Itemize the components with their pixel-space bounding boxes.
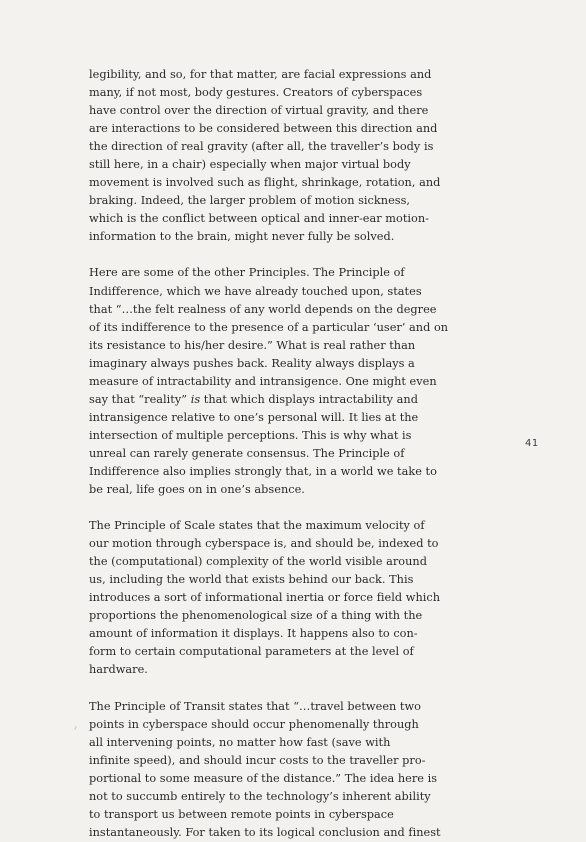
text-line: Indifference also implies strongly that, in a world we take to xyxy=(89,464,437,478)
text-line: portional to some measure of the distance.” The idea here is xyxy=(89,771,438,785)
paragraph-transit xyxy=(89,698,471,842)
text-line: be real, life goes on in one’s absence. xyxy=(89,483,305,497)
text-line-with-emphasis xyxy=(89,391,471,409)
page-number: 41 xyxy=(525,438,539,449)
text-line: infinite speed), and should incur costs to the traveller pro- xyxy=(89,753,426,767)
text-line: the direction of real gravity (after all, the traveller’s body is xyxy=(89,140,434,154)
text-line: points in cyberspace should occur phenomenally through xyxy=(89,717,419,731)
text-line: intransigence relative to one’s personal will. It lies at the xyxy=(89,410,419,424)
text-line: have control over the direction of virtual gravity, and there xyxy=(89,104,429,118)
text-line: to transport us between remote points in cyberspace xyxy=(89,807,394,821)
text-line: hardware. xyxy=(89,663,148,677)
text-segment: say that “reality” xyxy=(89,392,188,406)
text-line: not to succumb entirely to the technology’s inherent ability xyxy=(89,789,431,803)
text-line: form to certain computational parameters at the level of xyxy=(89,645,414,659)
text-line: information to the brain, might never fully be solved. xyxy=(89,230,395,244)
text-line: measure of intractability and intransigence. One might even xyxy=(89,374,437,388)
text-line: amount of information it displays. It happens also to con- xyxy=(89,627,418,641)
text-line: are interactions to be considered between this direction and xyxy=(89,122,438,136)
text-line: Here are some of the other Principles. The Principle of xyxy=(89,266,405,280)
text-line: instantaneously. For taken to its logical conclusion and finest xyxy=(89,825,441,839)
body-text xyxy=(89,66,471,842)
emphasis-word: is xyxy=(190,392,201,406)
text-line: Indifference, which we have already touched upon, states xyxy=(89,284,422,298)
text-line: proportions the phenomenological size of a thing with the xyxy=(89,609,423,623)
text-line: the (computational) complexity of the world visible around xyxy=(89,555,427,569)
text-line: many, if not most, body gestures. Creators of cyberspaces xyxy=(89,86,423,100)
text-line: braking. Indeed, the larger problem of motion sickness, xyxy=(89,194,411,208)
text-line: our motion through cyberspace is, and should be, indexed to xyxy=(89,537,439,551)
paper-speck xyxy=(74,726,76,730)
paragraph-gap xyxy=(89,246,471,264)
text-line: movement is involved such as flight, shrinkage, rotation, and xyxy=(89,176,441,190)
text-line: us, including the world that exists behind our back. This xyxy=(89,573,414,587)
text-line: unreal can rarely generate consensus. The Principle of xyxy=(89,446,405,460)
text-line: legibility, and so, for that matter, are facial expressions and xyxy=(89,68,432,81)
text-line: of its indifference to the presence of a particular ‘user’ and on xyxy=(89,320,449,334)
text-line: which is the conflict between optical and inner-ear motion- xyxy=(89,212,429,226)
text-line: imaginary always pushes back. Reality always displays a xyxy=(89,356,415,370)
text-line: intersection of multiple perceptions. This is why what is xyxy=(89,428,412,442)
paragraph-gap xyxy=(89,680,471,698)
text-line: still here, in a chair) especially when major virtual body xyxy=(89,158,411,172)
paragraph-gravity xyxy=(89,66,471,246)
text-line: its resistance to his/her desire.” What is real rather than xyxy=(89,338,416,352)
text-line: introduces a sort of informational inertia or force field which xyxy=(89,591,441,605)
paragraph-scale xyxy=(89,517,471,679)
text-line: The Principle of Transit states that “…travel between two xyxy=(89,699,421,713)
text-segment: that which displays intractability and xyxy=(200,392,418,406)
paragraph-indifference xyxy=(89,264,471,499)
text-line: The Principle of Scale states that the maximum velocity of xyxy=(89,519,425,533)
text-line: that “…the felt realness of any world depends on the degree xyxy=(89,302,437,316)
paragraph-gap xyxy=(89,499,471,517)
text-line: all intervening points, no matter how fast (save with xyxy=(89,735,391,749)
